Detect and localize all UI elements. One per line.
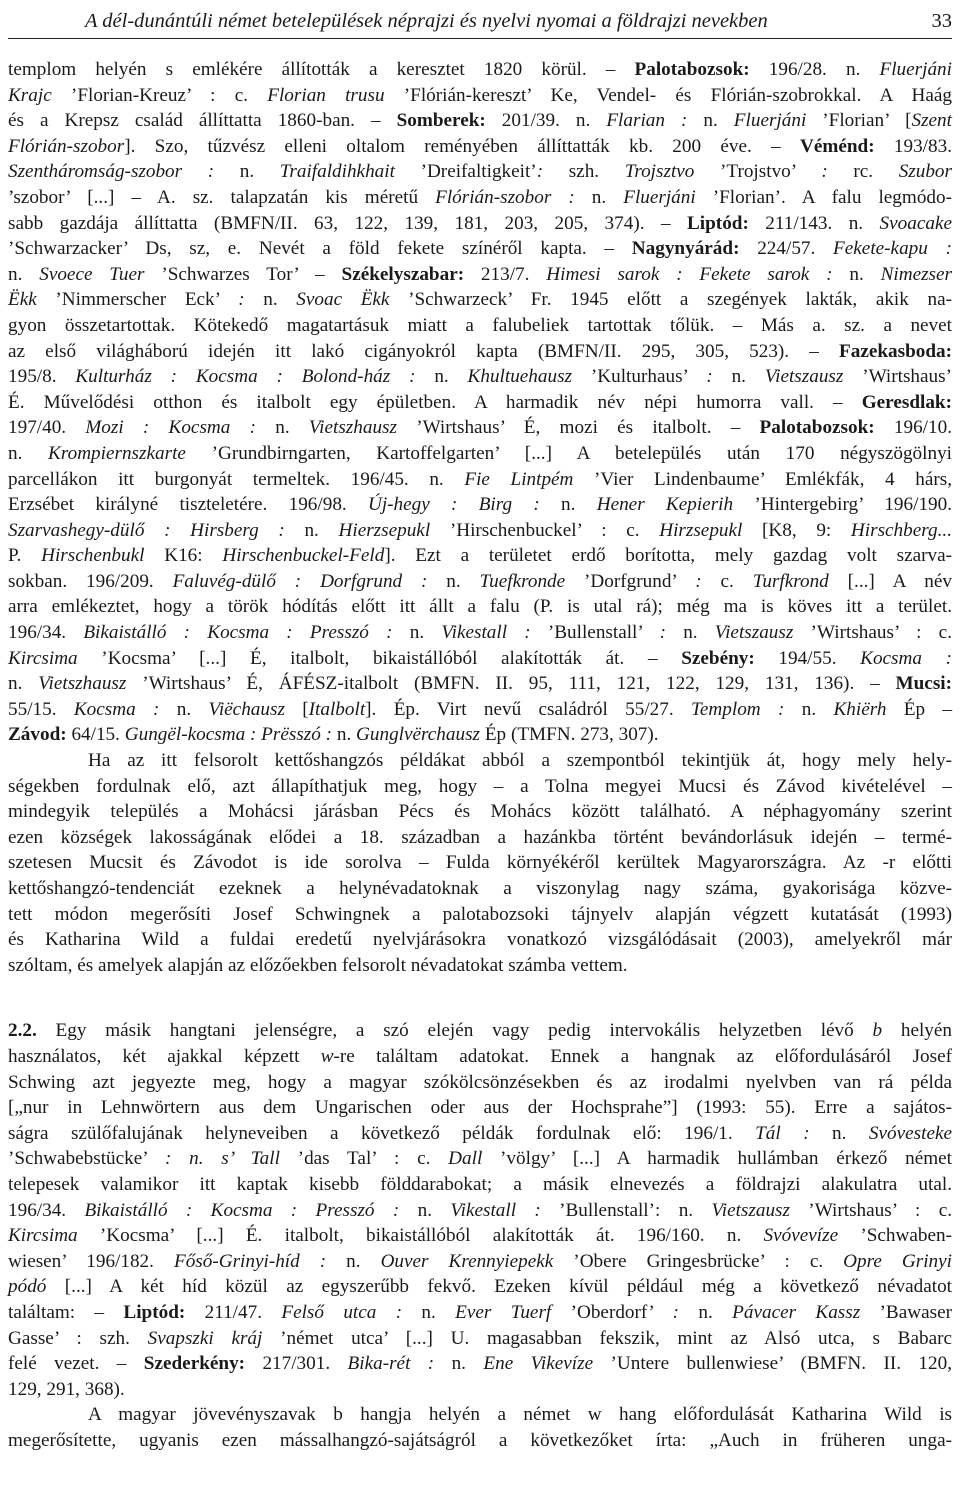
italic-run: b	[872, 1020, 883, 1042]
italic-run: Ëkk	[8, 289, 37, 311]
italic-run: Vietszausz	[764, 366, 844, 388]
text-run: P.	[8, 545, 42, 567]
text-run: n.	[8, 673, 39, 695]
text-run: n.	[346, 1250, 381, 1272]
italic-run: Főső-Grinyi-híd :	[173, 1250, 347, 1272]
text-run: [...] A két híd közül az egyszerűbb fekvő. Ezeken kívül például még a következő névadatot	[46, 1276, 952, 1298]
text-line	[8, 236, 952, 262]
italic-run: Hierzsepukl	[338, 519, 431, 541]
italic-run: Új-hegy : Birg :	[367, 494, 562, 516]
text-run: ’Hirschenbuckel’ : c.	[430, 519, 660, 541]
text-line: megerősítette, ugyanis ezen mássalhangzó-sajátságról a következőket írta: „Auch in früheren unga-	[8, 1429, 952, 1451]
text-run: Egy másik hangtani jelenségre, a szó elején vagy pedig intervokális helyzetben lévő	[36, 1020, 873, 1042]
text-run: ’Hintergebirg’ 196/190.	[733, 494, 953, 516]
text-run: ]. Szo, tűzvész elleni oltalom reményében állíttatták kb. 200 éve. –	[124, 135, 800, 157]
text-run: ’Dreifaltigkeit’	[394, 161, 537, 183]
italic-run: Kircsima	[8, 1225, 78, 1247]
text-run: n.	[591, 186, 624, 208]
italic-run: Opre Grinyi	[843, 1250, 952, 1272]
text-run: Ép (TMFN. 273, 307).	[480, 724, 659, 746]
text-run: ’völgy’ [...] A harmadik hullámban érkező német	[482, 1148, 952, 1170]
text-line	[8, 1172, 952, 1198]
text-run: 196/34.	[8, 622, 84, 644]
italic-run: Florian trusu	[267, 84, 385, 106]
text-line	[8, 1326, 952, 1352]
italic-run: Kocsma :	[860, 647, 952, 669]
text-line	[8, 467, 952, 493]
text-run: ’Kulturhaus’	[572, 366, 707, 388]
text-line	[8, 1223, 952, 1249]
running-header	[8, 4, 952, 39]
bold-run: Palotabozsok:	[759, 417, 875, 439]
text-run: ’Florian’. A falu legmódo-	[695, 186, 952, 208]
text-run: ’Vier Lindenbaume’ Emlékfák, 4 hárs,	[573, 468, 953, 490]
text-run: n.	[8, 442, 49, 464]
italic-run: Hirschberg...	[850, 519, 953, 541]
text-line: A magyar jövevényszavak b hangja helyén a német w hang előfordulását Katharina Wild is	[88, 1404, 952, 1426]
text-run: [...] A név	[828, 570, 952, 592]
italic-run: :	[821, 161, 854, 183]
text-line: ségekben fordulnak elő, azt állapíthatjuk meg, hogy – a Tolna megyei Mucsi és Závod kivételével –	[8, 775, 952, 797]
text-line	[8, 620, 952, 646]
text-run: 195/8.	[8, 366, 76, 388]
text-run: 196/10.	[874, 417, 952, 439]
italic-run: Vietszausz	[711, 1199, 790, 1221]
italic-run: Svóvevíze	[763, 1225, 839, 1247]
text-run: Schwing azt jegyezte meg, hogy a magyar szókölcsönzésekben és az irodalmi nyelvben van rá példa	[8, 1071, 952, 1093]
text-run: ’Bullenstall’: n.	[559, 1199, 712, 1221]
text-run: 213/7.	[464, 263, 547, 285]
text-run: n.	[409, 622, 442, 644]
text-line	[8, 441, 952, 467]
italic-run: Vikestall :	[450, 1199, 560, 1221]
text-run: ’Nimmerscher Eck’	[36, 289, 239, 311]
bold-run: Szederkény:	[143, 1353, 246, 1375]
bold-run: Geresdlak:	[861, 391, 952, 413]
text-run: szh.	[568, 161, 625, 183]
italic-run: Svóvesteke	[868, 1122, 952, 1144]
paragraph-1	[8, 57, 952, 748]
text-run: ’Schwarzacker’ Ds, sz, e. Nevét a föld fekete színéről kapta. –	[8, 238, 632, 260]
italic-run: Bikaistálló : Kocsma : Presszó :	[84, 1199, 418, 1221]
italic-run: Vietszhausz	[308, 417, 397, 439]
italic-run: Kocsma :	[73, 698, 177, 720]
text-run: ’Schwarzes Tor’ –	[144, 263, 342, 285]
text-run: templom helyén s emlékére állították a keresztet 1820 körül. –	[8, 59, 635, 80]
text-run: 197/40.	[8, 417, 86, 439]
text-line	[8, 1146, 952, 1172]
italic-run: Himesi sarok : Fekete sarok :	[546, 263, 850, 285]
text-line	[8, 492, 952, 518]
text-run: 211/143. n.	[748, 212, 880, 234]
text-run: ’Flórián-kereszt’ Ke, Vendel- és Flórián-szobrokkal. A Haág	[384, 84, 953, 106]
italic-run: Szubor	[898, 161, 952, 183]
italic-run: :	[672, 1301, 699, 1323]
italic-run: Fluerjáni	[879, 59, 952, 80]
bold-run: Nagynyárád:	[631, 238, 740, 260]
italic-run: Krompiernszkarte	[48, 442, 186, 464]
italic-run: Svoece Tuer	[39, 263, 145, 285]
italic-run: Vietszausz	[714, 622, 794, 644]
italic-run: Vikestall :	[441, 622, 548, 644]
text-run: az első világháború idején itt lakó cigányokról kapta (BMFN/II. 295, 305, 523). –	[8, 340, 839, 362]
text-run: ’Florian-Kreuz’ : c.	[51, 84, 268, 106]
page-body	[8, 57, 952, 1453]
italic-run: Dall	[448, 1148, 483, 1170]
bold-run: Liptód:	[123, 1301, 186, 1323]
text-line: és Katharina Wild a fuldai eredetű nyelvjárásokra vonatkozó vizsgálódásait (2003), amelyekről már	[8, 929, 952, 951]
text-run: K16:	[144, 545, 223, 567]
bold-run: Závod:	[8, 724, 67, 746]
italic-run: Ouver Krennyiepekk	[380, 1250, 554, 1272]
text-run: n.	[304, 519, 339, 541]
text-run: használatos, két ajakkal képzett	[8, 1045, 321, 1067]
italic-run: Fekete-kapu :	[833, 238, 952, 260]
text-run: [„nur in Lehnwörtern aus dem Ungarischen oder aus der Hochsprahe”] (1993: 55). Erre a sajátos-	[8, 1097, 952, 1119]
text-run: n.	[239, 161, 280, 183]
text-line	[8, 518, 952, 544]
italic-run: Khultuehausz	[467, 366, 573, 388]
text-run: n.	[731, 366, 765, 388]
text-line	[8, 1070, 952, 1096]
text-line: tett módon megerősíti Josef Schwingnek a palotabozsoki tájnyelv alapján végzett kutatását (1993)	[8, 903, 952, 925]
text-run: [	[284, 698, 309, 720]
text-run: helyén	[882, 1020, 952, 1042]
italic-run: Ever Tuerf	[455, 1301, 552, 1323]
italic-run: Hirschenbuckel-Feld	[222, 545, 385, 567]
text-run: ’német utca’ [...] U. magasabban fekszik, mint az Alsó utca, s Babarc	[262, 1327, 952, 1349]
text-line: szetesen Mucsit és Závodot is ide sorolva – Fulda környékéről kerültek Magyarországra. Az -r előtti	[8, 852, 952, 874]
text-run: n.	[434, 366, 468, 388]
text-run: ’Wirtshaus’ : c.	[793, 622, 952, 644]
text-run: 211/47.	[185, 1301, 282, 1323]
italic-run: Fluerjáni	[623, 186, 696, 208]
text-run: n.	[263, 289, 297, 311]
italic-run: :	[695, 570, 721, 592]
bold-run: Mucsi:	[895, 673, 953, 695]
text-run: ’Wirtshaus’ É, ÁFÉSZ-italbolt (BMFN. II. 95, 111, 121, 122, 129, 131, 136). –	[126, 673, 896, 695]
text-line	[8, 415, 952, 441]
text-run: ]. Ép. Virt nevű családról 55/27.	[365, 698, 691, 720]
text-run: 196/28. n.	[749, 59, 880, 80]
italic-run: Bika-rét :	[347, 1353, 452, 1375]
text-line	[8, 339, 952, 365]
text-run: 217/301.	[245, 1353, 348, 1375]
paragraph-4	[8, 1402, 952, 1453]
italic-run: Italbolt	[308, 698, 366, 720]
text-line	[8, 262, 952, 288]
section-gap	[8, 978, 952, 1018]
bold-run: Fazekasboda:	[839, 340, 952, 362]
text-run: n.	[832, 1122, 869, 1144]
text-run: c.	[720, 570, 753, 592]
text-line	[8, 646, 952, 672]
italic-run: Templom :	[691, 698, 802, 720]
text-run: 194/55.	[754, 647, 861, 669]
italic-run: : n. s’ Tall	[164, 1148, 280, 1170]
text-line	[8, 722, 952, 748]
text-line	[8, 543, 952, 569]
text-run: ’Wirtshaus’ É, mozi és italbolt. –	[396, 417, 760, 439]
text-line	[8, 313, 952, 339]
text-run: telepesek valamikor itt kaptak kisebb földdarabokat; a másik elnevezés a földrajzi alakulatra utal.	[8, 1173, 952, 1195]
text-run: ’Schwarzeck’ Fr. 1945 előtt a szegények lakták, akik na-	[389, 289, 952, 311]
text-run: ’das Tal’ : c.	[279, 1148, 449, 1170]
text-run: wiesen’ 196/182.	[8, 1250, 174, 1272]
italic-run: Felső utca :	[281, 1301, 422, 1323]
text-run: rc.	[853, 161, 899, 183]
text-line: kettőshangzó-tendenciát ezeknek a helynévadatoknak a viszonylag nagy száma, gyakorisága közve-	[8, 878, 952, 899]
text-line	[8, 108, 952, 134]
text-run: n.	[275, 417, 309, 439]
text-run: és a Krepsz család állíttatta 1860-ban. –	[8, 110, 397, 132]
text-line	[8, 83, 952, 109]
italic-run: Svapszki kráj	[147, 1327, 263, 1349]
text-run: 129, 291, 368).	[8, 1378, 125, 1400]
italic-run: :	[536, 161, 569, 183]
italic-run: Svoac Ëkk	[296, 289, 390, 311]
text-line	[8, 1377, 952, 1403]
text-run: felé vezet. –	[8, 1353, 144, 1375]
text-line: Ha az itt felsorolt kettőshangzós példákat abból a szempontból tekintjük át, hogy mely hely-	[88, 750, 952, 772]
text-line	[8, 1121, 952, 1147]
italic-run: Trojsztvo	[624, 161, 695, 183]
text-run: Gasse’ : szh.	[8, 1327, 148, 1349]
italic-run: Kulturház : Kocsma : Bolond-ház :	[75, 366, 435, 388]
italic-run: Hener Kepierih	[596, 494, 734, 516]
text-run: n.	[698, 1301, 733, 1323]
text-run: n.	[417, 1199, 451, 1221]
text-run: n.	[801, 698, 834, 720]
text-run: találtam: –	[8, 1301, 124, 1323]
italic-run: pódó	[8, 1276, 47, 1298]
italic-run: Fie Lintpém	[464, 468, 574, 490]
italic-run: Kircsima	[8, 647, 78, 669]
italic-run: Faluvég-dülő : Dorfgrund :	[172, 570, 447, 592]
text-line	[8, 594, 952, 620]
text-run: ’Bullenstall’	[547, 622, 660, 644]
italic-run: Hirzsepukl	[659, 519, 743, 541]
text-line	[8, 364, 952, 390]
italic-run: Flórián-szobor	[8, 135, 125, 157]
text-run: ’Dorfgrund’	[565, 570, 696, 592]
text-line	[8, 185, 952, 211]
text-run: sokban. 196/209.	[8, 570, 173, 592]
text-run: ságra szülőfalujának helyneveiben a következő példák fordulnak elő: 196/1.	[8, 1122, 756, 1144]
bold-run: Liptód:	[687, 212, 749, 234]
text-run: ’Bawaser	[860, 1301, 952, 1323]
text-run: ’Wirtshaus’ : c.	[789, 1199, 953, 1221]
italic-run: Vietszhausz	[38, 673, 127, 695]
bold-run: Palotabozsok:	[634, 59, 750, 80]
paragraph-2	[8, 748, 952, 978]
page-number: 33	[931, 10, 952, 32]
text-line	[8, 134, 952, 160]
text-line	[8, 569, 952, 595]
bold-run: Somberek:	[396, 110, 486, 132]
paragraph-3	[8, 1018, 952, 1402]
text-line	[8, 1018, 952, 1044]
text-run: n.	[421, 1301, 456, 1323]
running-title: A dél-dunántúli német betelepülések néprajzi és nyelvi nyomai a földrajzi nevekben	[85, 10, 768, 32]
text-line	[8, 1095, 952, 1121]
italic-run: Szent	[911, 110, 952, 132]
text-run: n.	[451, 1353, 484, 1375]
italic-run: Szentháromság-szobor :	[8, 161, 240, 183]
italic-run: Ene Vikevíze	[483, 1353, 594, 1375]
text-run: n.	[849, 263, 881, 285]
text-run: ’Obere Gringesbrücke’ : c.	[553, 1250, 844, 1272]
text-line	[8, 211, 952, 237]
bold-run: Véménd:	[799, 135, 875, 157]
text-run: n.	[703, 110, 734, 132]
text-run: ’Kocsma’ [...] É, italbolt, bikaistállóból alakították át. –	[77, 647, 682, 669]
text-line	[8, 1300, 952, 1326]
italic-run: Flórián-szobor :	[435, 186, 592, 208]
text-run: [K8, 9:	[742, 519, 851, 541]
text-run: sabb gazdája állíttatta (BMFN/II. 63, 122, 139, 181, 203, 205, 374). –	[8, 212, 687, 234]
text-line	[8, 1274, 952, 1300]
text-run: n.	[446, 570, 480, 592]
text-run: 224/57.	[739, 238, 834, 260]
text-run: arra emlékeztet, hogy a török hódítás előtt itt állt a falu (P. is utal rá); még ma is köves itt a terület.	[8, 596, 952, 618]
text-run: 64/15.	[66, 724, 125, 746]
italic-run: :	[659, 622, 684, 644]
text-run: ’Grundbirngarten, Kartoffelgarten’ [...] A betelepülés után 170 négyszögölnyi	[185, 442, 952, 464]
text-run: 196/34.	[8, 1199, 85, 1221]
italic-run: Gunglvërchausz	[356, 724, 481, 746]
text-run: Ép –	[886, 698, 953, 720]
text-line	[8, 390, 952, 416]
italic-run: Traifaldihkhait	[279, 161, 395, 183]
text-line	[8, 671, 952, 697]
text-run: ’Kocsma’ [...] É. italbolt, bikaistállóból alakították át. 196/160. n.	[77, 1225, 764, 1247]
text-run: n.	[336, 724, 357, 746]
text-run: ’Trojstvo’	[694, 161, 822, 183]
text-run: -re találtam adatokat. Ennek a hangnak az előfordulásáról Josef	[333, 1045, 952, 1067]
text-run: ’Wirtshaus’	[843, 366, 952, 388]
text-line	[8, 1249, 952, 1275]
text-run: ]. Ezt a területet erdő borította, mely gazdag volt szarva-	[384, 545, 953, 567]
text-run: É. Művelődési otthon és italbolt egy épületben. A harmadik név népi humorra vall. –	[8, 391, 862, 413]
bold-run: 2.2.	[8, 1020, 37, 1042]
text-run: gyon összetartottak. Kötekedő magatartásuk miatt a falubeliek tartottak tőlük. – Más a. sz. a nevet	[8, 314, 952, 336]
italic-run: Pávacer Kassz	[732, 1301, 861, 1323]
text-run: ’Untere bullenwiese’ (BMFN. II. 120,	[593, 1353, 952, 1375]
text-line	[8, 57, 952, 83]
italic-run: Khiërh	[833, 698, 887, 720]
italic-run: Krajc	[8, 84, 52, 106]
italic-run: Turfkrond	[752, 570, 829, 592]
text-line: mindegyik település a Mohácsi járásban Pécs és Mohács között található. A néphagyomány szerint	[8, 801, 952, 823]
text-line	[8, 159, 952, 185]
italic-run: Svoacake	[879, 212, 952, 234]
text-run: ’Schwaben-	[838, 1225, 952, 1247]
italic-run: Viëchausz	[208, 698, 285, 720]
text-line: szóltam, és amelyek alapján az előzőekben felsorolt névadatokat számba vettem.	[8, 954, 628, 976]
italic-run: Gungël-kocsma : Prësszó :	[124, 724, 337, 746]
text-run: 193/83.	[874, 135, 952, 157]
text-line	[8, 697, 952, 723]
text-line: ezen községek lakosságának elődei a 18. században a hazánkba történt bevándorlásuk idején – termé-	[8, 826, 952, 848]
italic-run: Fluerjáni	[733, 110, 807, 132]
text-run: n.	[561, 494, 597, 516]
text-run: n.	[683, 622, 715, 644]
text-line	[8, 287, 952, 313]
text-run: ’Schwabebstücke’	[8, 1148, 165, 1170]
italic-run: Hirschenbukl	[41, 545, 145, 567]
text-run: Erzsébet királyné tiszteletére. 196/98.	[8, 494, 368, 516]
text-line	[8, 1351, 952, 1377]
text-line	[8, 1044, 952, 1070]
bold-run: Szebény:	[681, 647, 755, 669]
text-run: parcellákon itt burgonyát termeltek. 196/45. n.	[8, 468, 465, 490]
text-run: n.	[8, 263, 40, 285]
bold-run: Székelyszabar:	[341, 263, 465, 285]
text-run: 201/39. n.	[485, 110, 607, 132]
italic-run: w	[320, 1045, 334, 1067]
italic-run: Tuefkronde	[479, 570, 566, 592]
italic-run: Bikaistálló : Kocsma : Presszó :	[83, 622, 410, 644]
text-line	[8, 1198, 952, 1224]
text-run: n.	[176, 698, 209, 720]
text-run: ’szobor’ [...] – A. sz. talapzatán kis méretű	[8, 186, 436, 208]
italic-run: :	[238, 289, 264, 311]
italic-run: :	[706, 366, 732, 388]
italic-run: Mozi : Kocsma :	[85, 417, 276, 439]
italic-run: Nimezser	[880, 263, 952, 285]
text-run: ’Florian’ [	[806, 110, 912, 132]
italic-run: Szarvashegy-dülő : Hirsberg :	[8, 519, 305, 541]
italic-run: Flarian :	[606, 110, 704, 132]
text-run: 55/15.	[8, 698, 74, 720]
italic-run: Tál :	[755, 1122, 833, 1144]
text-run: ’Oberdorf’	[551, 1301, 673, 1323]
